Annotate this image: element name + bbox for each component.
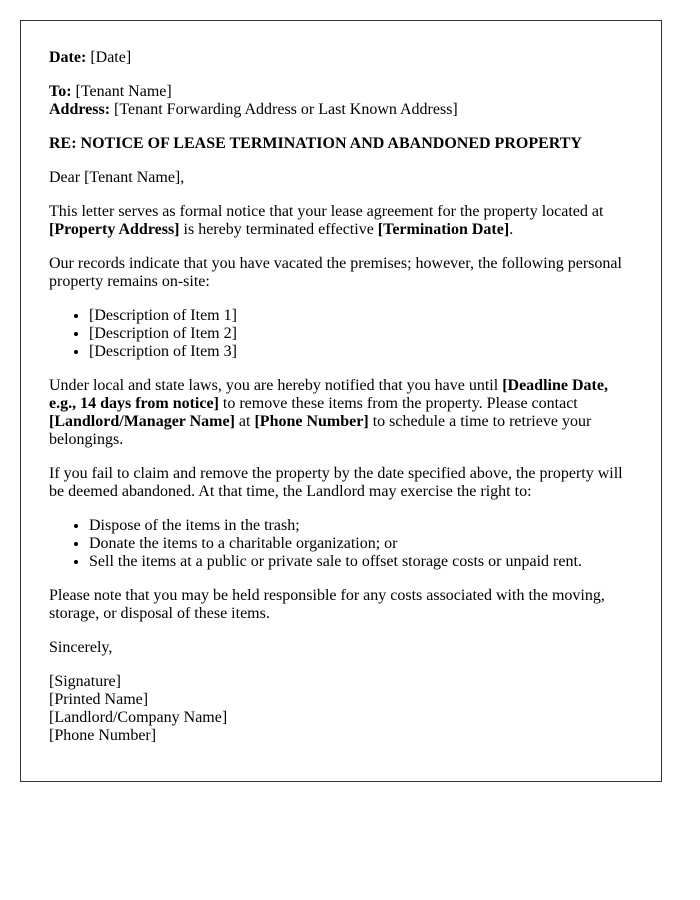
list-item: • Donate the items to a charitable organization; or — [89, 535, 633, 553]
closing: Sincerely, — [49, 639, 113, 656]
abandonment-paragraph: If you fail to claim and remove the property by the date specified above, the property will be deemed abandoned. At that time, the Landlord may exercise the right to: — [49, 465, 623, 500]
costs-paragraph: Please note that you may be held responsible for any costs associated with the moving, storage, or disposal of these items. — [49, 587, 605, 622]
signature-phone: [Phone Number] — [49, 727, 157, 744]
address-label: Address: — [49, 101, 111, 118]
item-list — [49, 307, 633, 361]
deadline-date: [Deadline Date, e.g., 14 days from notice] — [49, 377, 608, 412]
text: Under local and state laws, you are hereby notified that you have until — [49, 377, 503, 394]
signature-block — [49, 673, 633, 745]
termination-date: [Termination Date] — [377, 221, 510, 238]
list-item: • Dispose of the items in the trash; — [89, 517, 633, 535]
letter — [20, 20, 662, 782]
company-name: [Landlord/Company Name] — [49, 709, 228, 726]
date-line — [49, 49, 633, 67]
signature: [Signature] — [49, 673, 121, 690]
phone-number: [Phone Number] — [254, 413, 369, 430]
salutation: Dear [Tenant Name], — [49, 169, 185, 186]
subject-line — [49, 135, 633, 153]
text: is hereby terminated effective — [179, 221, 378, 238]
subject-text: RE: NOTICE OF LEASE TERMINATION AND ABANDONED PROPERTY — [49, 135, 582, 152]
list-item: • [Description of Item 2] — [89, 325, 633, 343]
text: to schedule a time to retrieve your belongings. — [49, 413, 592, 448]
text: at — [234, 413, 255, 430]
list-item: • [Description of Item 1] — [89, 307, 633, 325]
text: This letter serves as formal notice that your lease agreement for the property located at — [49, 203, 604, 220]
property-paragraph: Our records indicate that you have vacated the premises; however, the following personal property remains on-site: — [49, 255, 622, 290]
to-label: To: — [49, 83, 72, 100]
date-label: Date: — [49, 49, 87, 66]
property-address: [Property Address] — [49, 221, 180, 238]
text: to remove these items from the property. Please contact — [218, 395, 578, 412]
recipient-block — [49, 83, 633, 119]
to-value: [Tenant Name] — [75, 83, 172, 100]
manager-name: [Landlord/Manager Name] — [49, 413, 235, 430]
deadline-paragraph — [49, 377, 633, 449]
list-item: • [Description of Item 3] — [89, 343, 633, 361]
list-item: • Sell the items at a public or private sale to offset storage costs or unpaid rent. — [89, 553, 633, 571]
address-value: [Tenant Forwarding Address or Last Known Address] — [114, 101, 458, 118]
printed-name: [Printed Name] — [49, 691, 149, 708]
text: . — [509, 221, 514, 238]
termination-paragraph — [49, 203, 633, 239]
date-value: [Date] — [90, 49, 132, 66]
options-list — [49, 517, 633, 571]
